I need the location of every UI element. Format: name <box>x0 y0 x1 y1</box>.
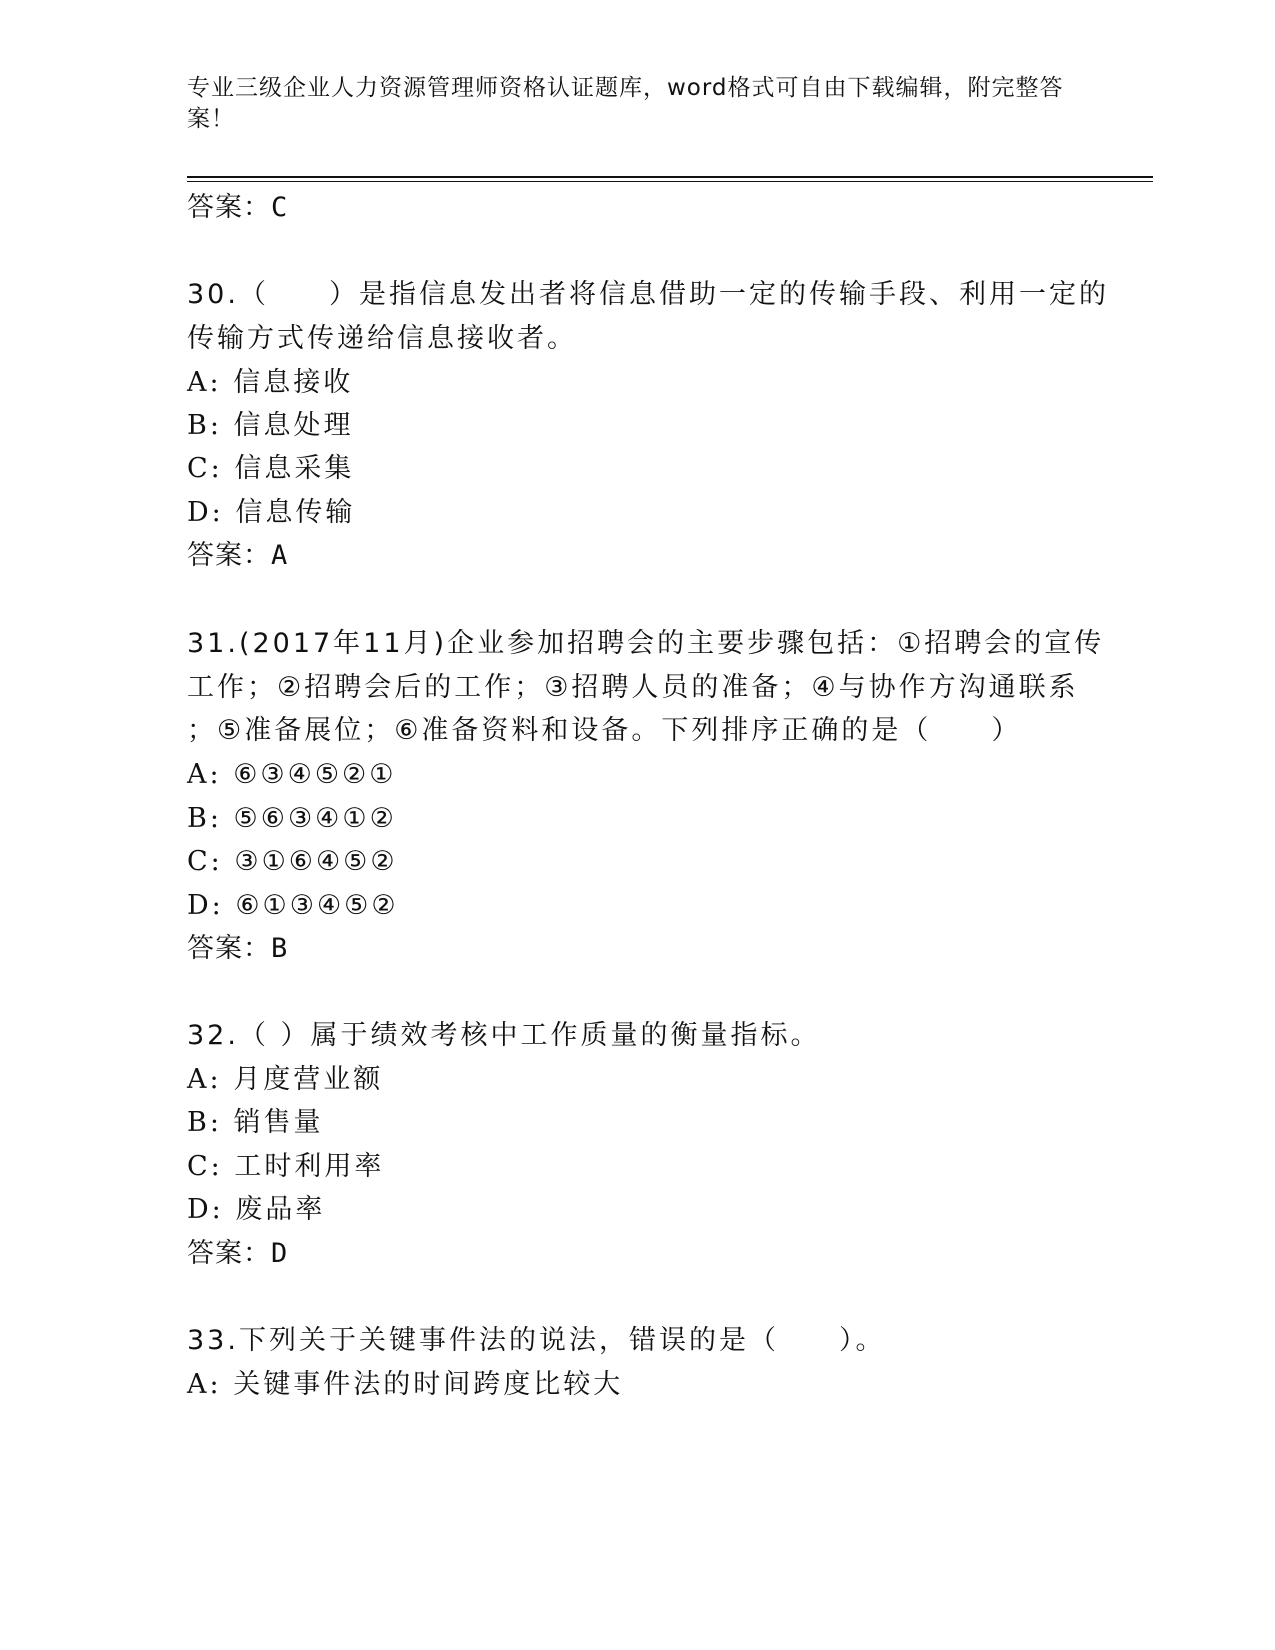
answer-label: 答案： <box>187 1238 271 1269</box>
answer-value: D <box>271 1238 289 1269</box>
header-divider <box>187 176 1153 178</box>
option-a <box>187 752 396 797</box>
header-divider-thin <box>187 181 1153 182</box>
option-letter: D: <box>187 890 224 921</box>
document-header: 专业三级企业人力资源管理师资格认证题库，word格式可自由下载编辑，附完整答案！ <box>187 75 1064 132</box>
option-c <box>187 446 354 491</box>
option-text: 废品率 <box>235 1194 326 1225</box>
option-letter: D: <box>187 497 224 528</box>
answer-value: C <box>271 192 289 223</box>
option-letter: C: <box>187 453 223 484</box>
option-letter: A: <box>187 367 222 398</box>
option-letter: A: <box>187 759 222 790</box>
option-text: ③①⑥④⑤② <box>234 846 398 877</box>
option-a <box>187 1057 383 1102</box>
answer-value: B <box>271 933 289 964</box>
option-text: 信息采集 <box>234 453 355 484</box>
option-a <box>187 1362 623 1407</box>
option-text: ⑥①③④⑤② <box>235 890 399 921</box>
option-d <box>187 883 399 928</box>
option-d <box>187 1187 325 1232</box>
option-text: 销售量 <box>233 1107 324 1138</box>
question-stem-line: 传输方式传递给信息接收者。 <box>187 323 577 354</box>
option-c <box>187 839 398 884</box>
option-letter: C: <box>187 846 223 877</box>
option-text: 关键事件法的时间跨度比较大 <box>233 1369 624 1400</box>
answer-line <box>187 533 288 578</box>
question-stem-line: 30.（ ）是指信息发出者将信息借助一定的传输手段、利用一定的 <box>187 279 1109 310</box>
option-b <box>187 1100 324 1145</box>
answer-label: 答案： <box>187 540 271 571</box>
option-a <box>187 360 353 405</box>
option-text: 信息接收 <box>233 367 354 398</box>
option-letter: B: <box>187 1107 222 1138</box>
question-stem-line: 32.（ ）属于绩效考核中工作质量的衡量指标。 <box>187 1020 821 1051</box>
answer-label: 答案： <box>187 933 271 964</box>
answer-line <box>187 1231 288 1276</box>
question-stem-line: ；⑤准备展位；⑥准备资料和设备。下列排序正确的是（ ） <box>187 715 1022 746</box>
answer-value: A <box>271 540 289 571</box>
option-letter: A: <box>187 1064 222 1095</box>
answer-line <box>187 926 288 971</box>
option-letter: A: <box>187 1369 222 1400</box>
option-b <box>187 403 354 448</box>
option-text: 工时利用率 <box>234 1151 385 1182</box>
option-text: 信息传输 <box>235 497 356 528</box>
answer-label: 答案： <box>187 192 271 223</box>
question-stem-line: 工作；②招聘会后的工作；③招聘人员的准备；④与协作方沟通联系 <box>187 672 1079 703</box>
option-b <box>187 796 397 841</box>
option-letter: C: <box>187 1151 223 1182</box>
option-text: ⑤⑥③④①② <box>233 803 397 834</box>
question-stem-line: 31.(2017年11月)企业参加招聘会的主要步骤包括：①招聘会的宣传 <box>187 628 1105 659</box>
option-letter: B: <box>187 803 222 834</box>
option-text: 信息处理 <box>233 410 354 441</box>
option-text: ⑥③④⑤②① <box>233 759 397 790</box>
option-letter: D: <box>187 1194 224 1225</box>
option-c <box>187 1144 384 1189</box>
answer-line <box>187 185 288 230</box>
option-text: 月度营业额 <box>233 1064 384 1095</box>
option-d <box>187 490 355 535</box>
question-stem-line: 33.下列关于关键事件法的说法，错误的是（ ）。 <box>187 1325 886 1356</box>
option-letter: B: <box>187 410 222 441</box>
